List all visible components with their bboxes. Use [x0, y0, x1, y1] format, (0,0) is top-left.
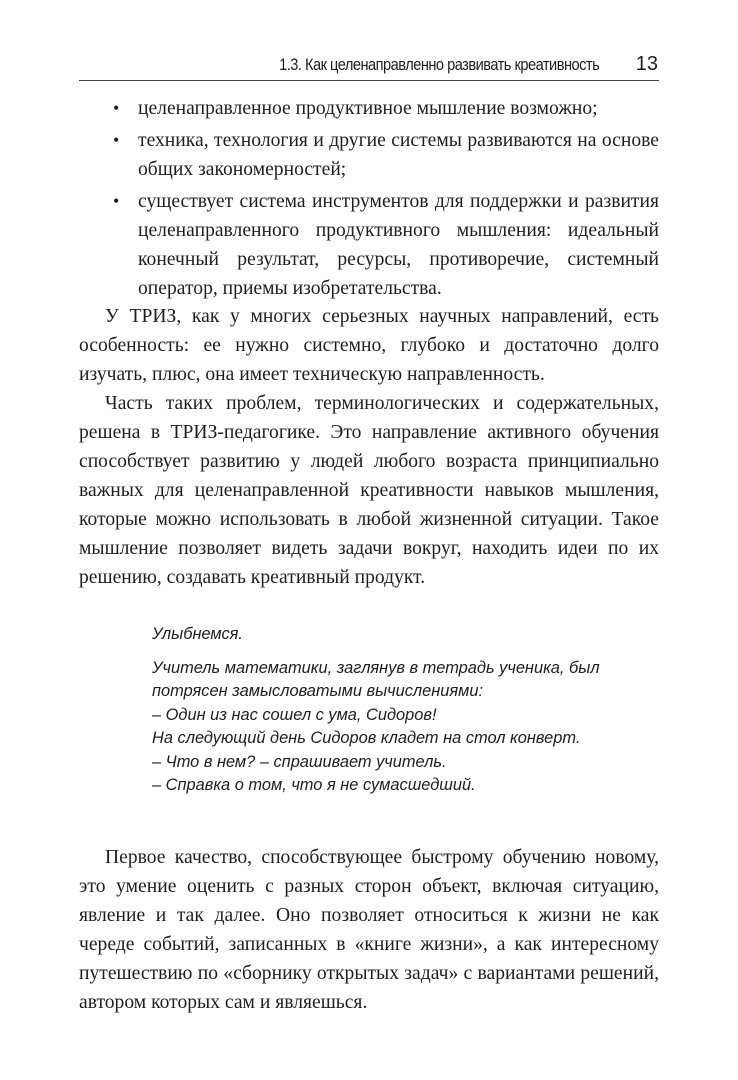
bullet-item [79, 126, 659, 184]
joke-title: Улыбнемся. [152, 625, 243, 643]
page-number: 13 [635, 53, 658, 75]
paragraph-first-quality: Первое качество, способствующее быстрому обучению новому, это умение оценить с разных сторон объект, включая ситуацию, явление и так далее. Оно позволяет относиться к жизни не как череде событий, записанных в «книге жизни», а как интересному путешествию по «сборнику открытых задач» с вариантами решений, автором которых сам и являешься. [79, 847, 659, 1013]
running-header [79, 52, 659, 81]
bullet-icon: • [113, 191, 120, 211]
paragraph-triz-pedagogy: Часть таких проблем, терминологических и содержательных, решена в ТРИЗ-педагогике. Это направление активного обучения способствует развитию у людей любого возраста принципиально важных для целенаправленной креативности навыков мышления, которые можно использовать в любой жизненной ситуации. Такое мышление позволяет видеть задачи вокруг, находить идеи по их решению, создавать креативный продукт. [79, 393, 659, 588]
running-title: 1.3. Как целенаправленно развивать креативность [278, 55, 599, 74]
paragraph-triz-feature: У ТРИЗ, как у многих серьезных научных направлений, есть особенность: ее нужно системно, глубоко и достаточно долго изучать, плюс, она имеет техническую направленность. [79, 306, 659, 385]
joke-line: потрясен замысловатыми вычислениями: [152, 682, 484, 700]
joke-line: – Что в нем? – спрашивает учитель. [152, 752, 447, 771]
joke-block [152, 623, 602, 798]
bullet-icon: • [113, 130, 120, 150]
joke-line: Учитель математики, заглянув в тетрадь ученика, был [152, 658, 600, 677]
joke-line: – Один из нас сошел с ума, Сидоров! [152, 705, 437, 724]
book-page [79, 0, 659, 1080]
joke-line: – Справка о том, что я не сумасшедший. [152, 776, 476, 794]
bullet-text: целенаправленное продуктивное мышление возможно; [138, 98, 598, 119]
bullet-text: существует система инструментов для поддержки и развития целенаправленного продуктивного мышления: идеальный конечный результат, ресурсы, противоречие, системный оператор, приемы изобретательства. [138, 191, 659, 299]
bullet-list [79, 94, 659, 306]
bullet-item [79, 94, 659, 123]
bullet-icon: • [113, 98, 120, 118]
joke-line: На следующий день Сидоров кладет на стол конверт. [152, 729, 581, 747]
bullet-item [79, 187, 659, 303]
bullet-text: техника, технология и другие системы развиваются на основе общих закономерностей; [138, 130, 659, 180]
